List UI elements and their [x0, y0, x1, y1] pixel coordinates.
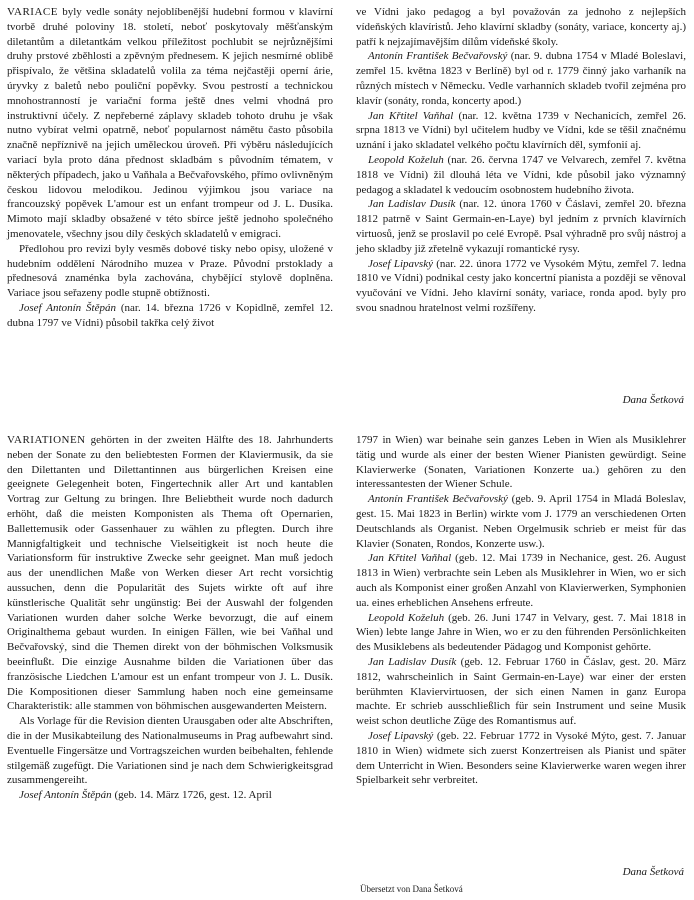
- czech-bio-kozeluh: Leopold Koželuh (nar. 26. června 1747 ve Velvarech, zemřel 7. května 1818 ve Vídni) žil dlouhá léta ve Vídni, kde působil jako významný pedagog a skladatel k vedoucím osobnostem hudebního života.: [356, 153, 686, 196]
- czech-bio-becvarovsky: Antonín František Bečvařovský (nar. 9. dubna 1754 v Mladé Boleslavi, zemřel 15. května 1823 v Berlíně) byl od r. 1779 činný jako varhaník na různých místech v Německu. Vedle varhanních skladeb tvořil zejména pro klavír (sonáty, ronda, koncerty apod.): [356, 50, 686, 107]
- czech-bio-vanhal: Jan Křtitel Vaňhal (nar. 12. května 1739 v Nechanicích, zemřel 26. srpna 1813 ve Vídni) byl učitelem hudby ve Vídni, kde se těšil značnému uznání i jako skladatel velkého počtu klavírních děl, symfonií aj.: [356, 109, 686, 152]
- czech-bio-dusik: Jan Ladislav Dusík (nar. 12. února 1760 v Čáslavi, zemřel 20. března 1812 patrně v Saint Germain-en-Laye) byl jedním z prvních klavírních virtuosů, jenž se proslavil po celé Evropě. Psal výhradně pro svůj nástroj a jeho skladby již zřetelně vykazují romantické rysy.: [356, 198, 686, 255]
- czech-intro-paragraph: VARIACE byly vedle sonáty nejoblíbenější hudební formou v klavírní tvorbě druhé poloviny 18. století, neboť poskytovaly měšťanským diletantům a diletantkám velkou příležitost pochlubit se nejrůznějšími druhy prstové zběhlosti a zpěvným přednesem. K jejich nesmírné oblibě přispívalo, že většina skladatelů volila za téma nejčastěji operní árie, úryvky z baletů nebo pouliční popěvky. Svou pestrostí a technickou mnohostranností je variační forma ještě dnes velmi vhodná pro instruktivní účely. Z nepřeberné záplavy skladeb tohoto druhu je však nutno vybírat velmi opatrně, neboť popularnost námětu často působila značně nepříznivě na jejich uměleckou úroveň. Při výběru následujících variací byla proto dána přednost skladbám s původním tématem, v některých případech, jako u Vaňhala a Bečvařovského, přímo ovlivněným českou lidovou melodikou. Jedinou výjimkou jsou variace na francouzský popěvek L'amour est un enfant trompeur od J. L. Dusíka. Mimoto mají skladby obsažené v této sbírce ještě jednoho společného jmenovatele, všechny jsou díly českých skladatelů v emigraci.: [7, 6, 333, 240]
- german-bio-becvarovsky: Antonín František Bečvařovský (geb. 9. April 1754 in Mladá Boleslav, gest. 15. Mai 1823 in Berlin) wirkte vom J. 1779 an verschiedenen Orten Deutschlands als Organist. Neben Orgelmusik schrieb er meist für das Klavier (Sonaten, Rondos, Konzerte usw.).: [356, 493, 686, 550]
- german-bio-dusik: Jan Ladislav Dusík (geb. 12. Februar 1760 in Čáslav, gest. 20. März 1812, wahrscheinlich in Saint Germain-en-Laye) war einer der ersten berühmten Klaviervirtuosen, der sich einen Namen in ganz Europa machte. Er schrieb ausschließlich für sein Instrument und seine Musik weist schon deutliche Züge des Romantismus auf.: [356, 655, 686, 728]
- german-column-right: [356, 433, 686, 788]
- german-sources-paragraph: Als Vorlage für die Revision dienten Urausgaben oder alte Abschriften, die in der Musikabteilung des Nationalmuseums in Prag aufbewahrt sind. Eventuelle Fingersätze und Vortragszeichen wurden beibehalten, fehlende stilgemäß zugefügt. Die Variationen sind je nach dem Schwierigkeitsgrad zusammengereiht.: [7, 715, 333, 787]
- german-intro-paragraph: VARIATIONEN gehörten in der zweiten Hälfte des 18. Jahrhunderts neben der Sonate zu den beliebtesten Formen der Klaviermusik, da sie den Dilettanten und Dilettantinnen aus bürgerlichen Kreisen eine geeignete Gelegenheit boten, Fingertechnik aller Art und kantablen Vortrag zur Geltung zu bringen. Ihre Beliebtheit wurde noch dadurch erhöht, daß die meisten Komponisten als Thema oft Opernarien, Ballettemusik oder Gassenhauer zu wählen zu pflegten. Durch ihre Mannigfaltigkeit und technische Vielseitigkeit ist noch heute die Variationsform für instruktive Zwecke sehr geeignet. Man muß jedoch aus der unendlichen Maße von Werken dieser Art recht vorsichtig aussuchen, denn die Popularität des Sujets wirkte oft auf ihre künstlerische Qualität sehr ungünstig: Bei der Auswahl der folgenden Variationen wurden daher solche Werke bevorzugt, die auf einem Originalthema gebaut wurden. In einigen Fällen, wie bei Vaňhal und Bečvařovský, sind die Themen direkt von der böhmischen Volksmusik beeinflußt. Die einzige Ausnahme bilden die Variationen über das französische Liedchen L'amour est un enfant trompeur von J. L. Dusík. Die Kompositionen dieser Sammlung haben noch eine gemeinsame Charakteristik: alle stammen von böhmischen ausgewanderten Meistern.: [7, 434, 333, 713]
- german-column-left: [7, 433, 333, 803]
- czech-sources-paragraph: Předlohou pro revizi byly vesměs dobové tisky nebo opisy, uložené v hudebním oddělení Národního muzea v Praze. Původní prstoklady a přednesová znaménka byla zachována, chybějící stylově doplněna. Variace jsou seřazeny podle stupně obtížnosti.: [7, 242, 333, 300]
- german-bio-vanhal: Jan Křtitel Vaňhal (geb. 12. Mai 1739 in Nechanice, gest. 26. August 1813 in Wien) verbrachte sein Leben als Musiklehrer in Wien, wo er sich auch als Komponist einer großen Anzahl von Klavierwerken, Symphonien ua. eines erheblichen Ansehens erfreute.: [356, 552, 686, 609]
- german-bio-lipavsky: Josef Lipavský (geb. 22. Februar 1772 in Vysoké Mýto, gest. 7. Januar 1810 in Wien) widmete sich zuerst Konzertreisen als Pianist und später dem Unterricht in Wien. Besonders seine Klavierwerke waren wegen ihrer Spielbarkeit sehr verbreitet.: [356, 729, 687, 787]
- czech-bio-stepan-cont: ve Vídni jako pedagog a byl považován za jednoho z nejlepších vídeňských klavíristů. Jeho klavírní skladby (sonáty, variace, koncerty aj.) patří k nejzajímavějším dílům vídeňské školy.: [356, 6, 686, 48]
- czech-column-left: [7, 5, 333, 331]
- czech-signature: Dana Šetková: [622, 394, 684, 406]
- czech-bio-lipavsky: Josef Lipavský (nar. 22. února 1772 ve Vysokém Mýtu, zemřel 7. ledna 1810 ve Vídni) podnikal cesty jako koncertní pianista a později se věnoval vyučování ve Vídni. Jeho klavírní sonáty, variace, ronda apod. byly pro svou snadnou hratelnost velmi rozšířeny.: [356, 257, 687, 314]
- german-bio-stepan: Josef Antonín Štěpán (geb. 14. März 1726, gest. 12. April: [19, 789, 272, 802]
- translator-note: Übersetzt von Dana Šetková: [360, 884, 463, 894]
- czech-column-right: [356, 5, 686, 316]
- german-bio-stepan-cont: 1797 in Wien) war beinahe sein ganzes Leben in Wien als Musiklehrer tätig und wurde als einer der besten Wiener Pianisten gewürdigt. Seine Klavierwerke (Sonaten, Variationen Konzerte ua.) gehören zu den interessantesten der Wiener Schule.: [356, 434, 686, 491]
- german-signature: Dana Šetková: [622, 866, 684, 878]
- german-bio-kozeluh: Leopold Koželuh (geb. 26. Juni 1747 in Velvary, gest. 7. Mai 1818 in Wien) lebte lange Jahre in Wien, wo er zu den führenden Persönlichkeiten des Musiklebens als bedeutender Pädagog und Komponist gehörte.: [356, 611, 686, 654]
- czech-bio-stepan: Josef Antonín Štěpán (nar. 14. března 1726 v Kopidlně, zemřel 12. dubna 1797 ve Vídni) působil takřka celý život: [7, 301, 333, 329]
